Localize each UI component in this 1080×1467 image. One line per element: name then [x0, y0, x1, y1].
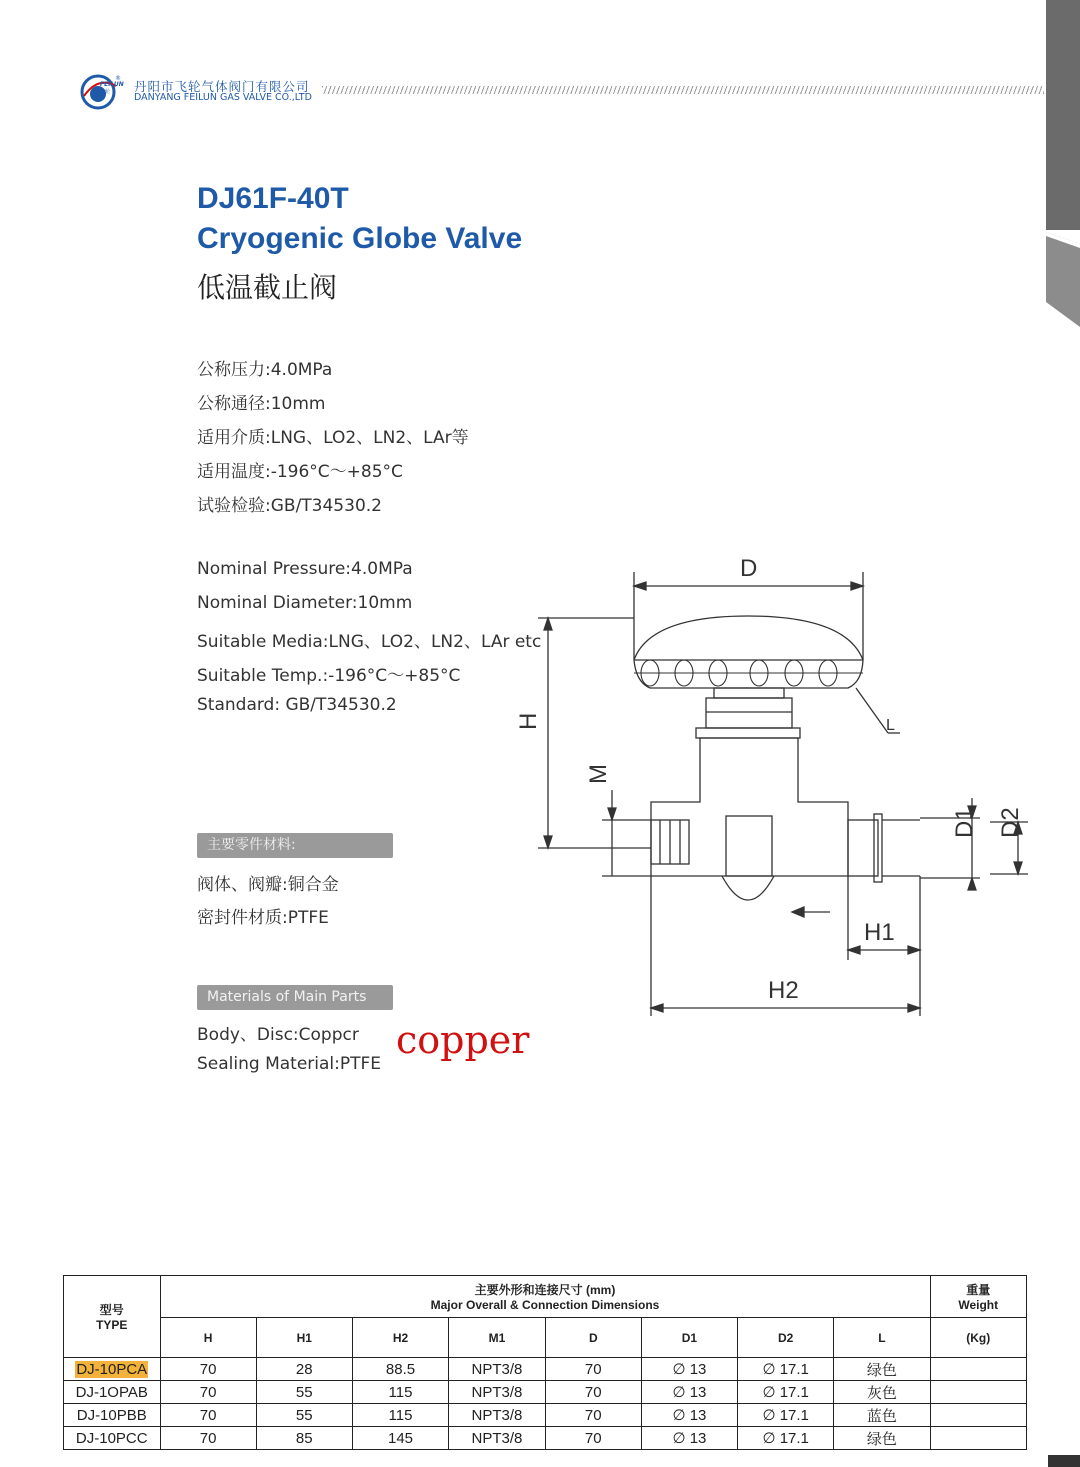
cell	[930, 1381, 1027, 1404]
product-model: DJ61F-40T	[197, 182, 349, 215]
spec-en-diameter: Nominal Diameter:10mm	[197, 593, 413, 613]
dimensions-table	[63, 1275, 1027, 1450]
spec-cn-diameter: 公称通径:10mm	[197, 394, 326, 414]
spec-cn-standard: 试验检验:GB/T34530.2	[197, 496, 382, 516]
material-en-body: Body、Disc:Coppcr	[197, 1025, 359, 1045]
svg-text:®: ®	[115, 75, 121, 82]
material-cn-body: 阀体、阀瓣:铜合金	[197, 875, 339, 895]
col-header-D2: D2	[738, 1318, 834, 1358]
col-header-D1: D1	[641, 1318, 737, 1358]
dim-label-L: L	[886, 717, 895, 734]
weight-header: 重量 Weight	[930, 1276, 1027, 1318]
table-row	[64, 1404, 1027, 1427]
handwritten-correction: copper	[396, 1018, 530, 1062]
col-header-L: L	[834, 1318, 930, 1358]
page-edge-bar	[1046, 0, 1080, 230]
cell: ∅ 13	[641, 1404, 737, 1427]
spec-en-standard: Standard: GB/T34530.2	[197, 695, 397, 715]
cell: NPT3/8	[449, 1427, 546, 1450]
cell: 70	[545, 1358, 641, 1381]
header-hatch-rule	[322, 86, 1044, 94]
page-edge-triangle	[1046, 232, 1080, 327]
dim-label-D1: D1	[951, 807, 978, 838]
cell: 70	[160, 1427, 256, 1450]
cell: 55	[256, 1404, 352, 1427]
spec-en-temp: Suitable Temp.:-196°C～+85°C	[197, 666, 461, 686]
cell: 绿色	[834, 1358, 930, 1381]
cell-type: DJ-1OPAB	[64, 1381, 161, 1404]
spec-en-pressure: Nominal Pressure:4.0MPa	[197, 559, 413, 579]
cell: 70	[545, 1404, 641, 1427]
dim-label-H1: H1	[864, 919, 895, 946]
cell: NPT3/8	[449, 1404, 546, 1427]
company-name-en: DANYANG FEILUN GAS VALVE CO.,LTD	[134, 92, 312, 103]
table-row	[64, 1381, 1027, 1404]
spec-en-media: Suitable Media:LNG、LO2、LN2、LAr etc	[197, 632, 542, 652]
dim-label-H2: H2	[768, 977, 799, 1004]
cell: 70	[160, 1381, 256, 1404]
company-logo	[78, 72, 124, 110]
product-name-cn: 低温截止阀	[197, 271, 338, 304]
cell: 70	[160, 1358, 256, 1381]
materials-cn-heading: 主要零件材料:	[197, 833, 393, 858]
type-header: 型号 TYPE	[64, 1276, 161, 1358]
dim-label-M: M	[585, 764, 612, 784]
dim-label-H: H	[515, 712, 542, 730]
cell: 灰色	[834, 1381, 930, 1404]
table-row	[64, 1358, 1027, 1381]
cell: 70	[160, 1404, 256, 1427]
cell: 70	[545, 1381, 641, 1404]
col-header-weight-unit: (Kg)	[930, 1318, 1027, 1358]
logo-text: FEILUN	[100, 81, 124, 88]
table-row	[64, 1427, 1027, 1450]
cell: 绿色	[834, 1427, 930, 1450]
spec-cn-temp: 适用温度:-196°C～+85°C	[197, 462, 403, 482]
cell: NPT3/8	[449, 1358, 546, 1381]
dim-label-D: D	[740, 555, 758, 582]
spec-cn-pressure: 公称压力:4.0MPa	[197, 360, 333, 380]
cell: 28	[256, 1358, 352, 1381]
cell: ∅ 17.1	[738, 1381, 834, 1404]
cell	[930, 1358, 1027, 1381]
col-header-H2: H2	[352, 1318, 448, 1358]
cell: NPT3/8	[449, 1381, 546, 1404]
product-name-en: Cryogenic Globe Valve	[197, 222, 523, 255]
cell-type: DJ-10PCA	[64, 1358, 161, 1381]
col-header-H: H	[160, 1318, 256, 1358]
page-corner-mark	[1048, 1455, 1080, 1467]
valve-dimension-drawing	[510, 540, 1035, 1030]
cell: 蓝色	[834, 1404, 930, 1427]
cell: ∅ 17.1	[738, 1358, 834, 1381]
cell: ∅ 13	[641, 1358, 737, 1381]
cell: 70	[545, 1427, 641, 1450]
cell: ∅ 13	[641, 1427, 737, 1450]
cell: ∅ 17.1	[738, 1404, 834, 1427]
col-header-M1: M1	[449, 1318, 546, 1358]
spec-cn-media: 适用介质:LNG、LO2、LN2、LAr等	[197, 428, 469, 448]
company-name-cn: 丹阳市飞轮气体阀门有限公司	[134, 79, 310, 94]
cell: ∅ 13	[641, 1381, 737, 1404]
cell	[930, 1427, 1027, 1450]
cell: ∅ 17.1	[738, 1427, 834, 1450]
cell: 88.5	[352, 1358, 448, 1381]
logo-text-cn: 飞轮	[100, 89, 111, 95]
cell: 55	[256, 1381, 352, 1404]
cell	[930, 1404, 1027, 1427]
col-header-D: D	[545, 1318, 641, 1358]
cell: 145	[352, 1427, 448, 1450]
cell: 115	[352, 1404, 448, 1427]
dimensions-header: 主要外形和连接尺寸 (mm) Major Overall & Connection Dimensions	[160, 1276, 930, 1318]
cell: 115	[352, 1381, 448, 1404]
cell-type: DJ-10PBB	[64, 1404, 161, 1427]
material-en-seal: Sealing Material:PTFE	[197, 1054, 382, 1074]
material-cn-seal: 密封件材质:PTFE	[197, 908, 329, 928]
cell-type: DJ-10PCC	[64, 1427, 161, 1450]
materials-en-heading: Materials of Main Parts	[197, 985, 393, 1010]
cell: 85	[256, 1427, 352, 1450]
dim-label-D2: D2	[997, 807, 1024, 838]
col-header-H1: H1	[256, 1318, 352, 1358]
